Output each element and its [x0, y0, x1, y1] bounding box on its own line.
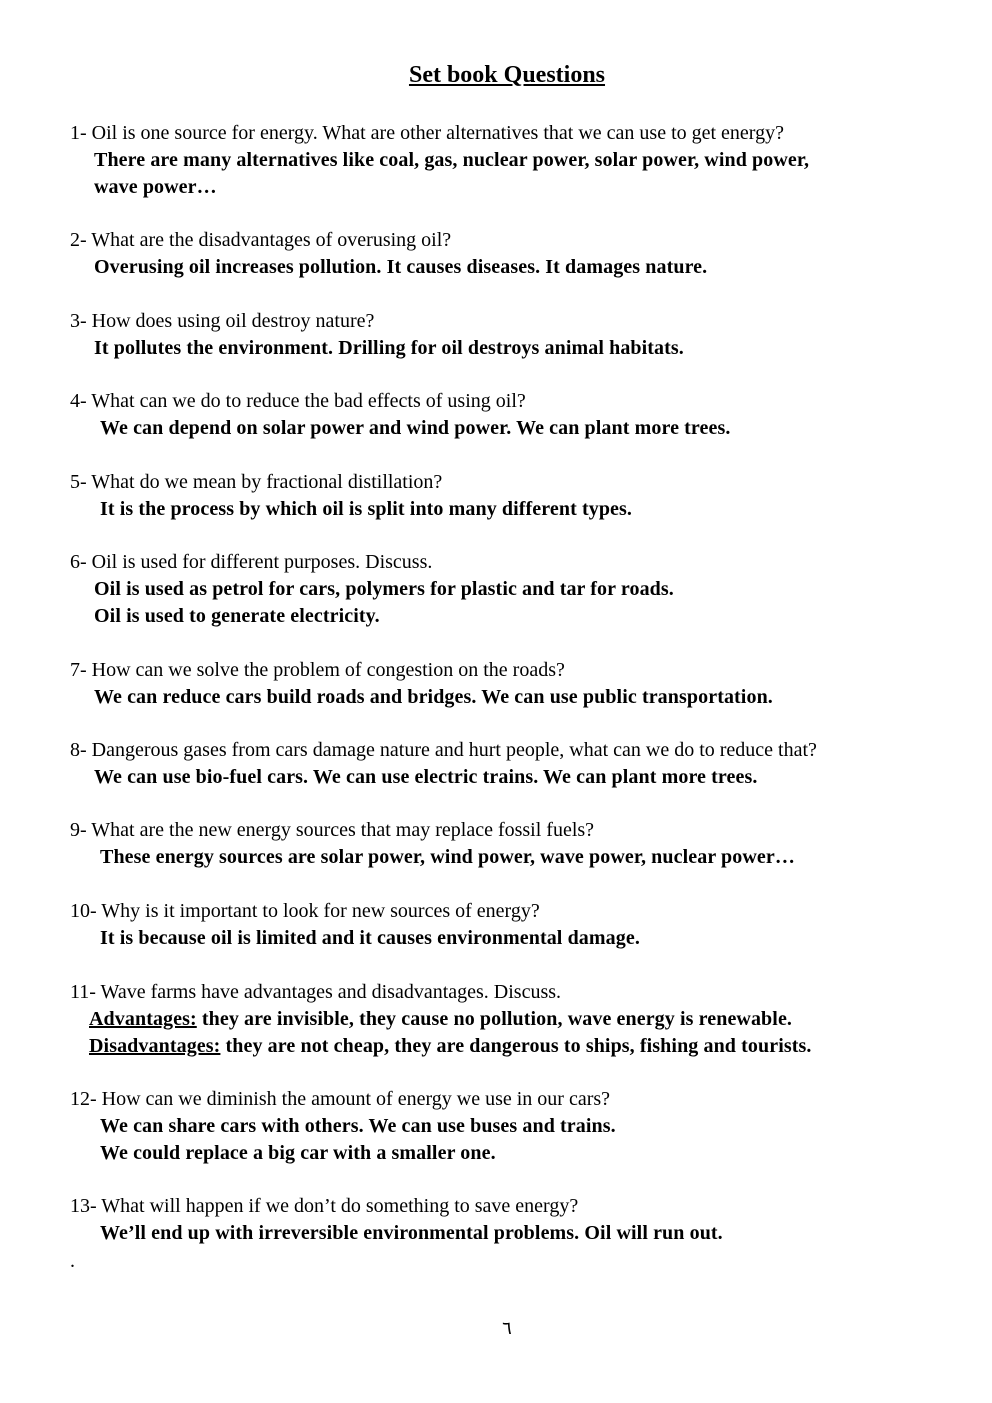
- question-text: 4- What can we do to reduce the bad effects of using oil?: [70, 390, 526, 412]
- question-text: 12- How can we diminish the amount of energy we use in our cars?: [70, 1088, 611, 1110]
- answer-line: We can use bio-fuel cars. We can use electric trains. We can plant more trees.: [94, 766, 758, 788]
- advantages-text: they are invisible, they cause no pollution, wave energy is renewable.: [196, 1008, 793, 1030]
- question-11: [70, 979, 970, 1060]
- trailing-mark: .: [70, 1250, 75, 1272]
- answer-line: Oil is used as petrol for cars, polymers for plastic and tar for roads.: [94, 578, 674, 600]
- question-10: [70, 898, 970, 952]
- answer-line: It is the process by which oil is split into many different types.: [100, 498, 632, 520]
- question-text: 6- Oil is used for different purposes. Discuss.: [70, 551, 433, 573]
- answer-line: We could replace a big car with a smaller one.: [100, 1142, 496, 1164]
- answer-line: These energy sources are solar power, wind power, wave power, nuclear power…: [100, 846, 795, 868]
- answer-line: There are many alternatives like coal, gas, nuclear power, solar power, wind power,: [94, 149, 810, 171]
- answer-line: We’ll end up with irreversible environmental problems. Oil will run out.: [100, 1222, 723, 1244]
- answer-line: Overusing oil increases pollution. It causes diseases. It damages nature.: [94, 256, 708, 278]
- question-text: 13- What will happen if we don’t do something to save energy?: [70, 1195, 579, 1217]
- page-number: ٦: [502, 1318, 512, 1338]
- question-7: [70, 657, 970, 711]
- question-4: [70, 388, 970, 442]
- question-text: 2- What are the disadvantages of overusing oil?: [70, 229, 452, 251]
- question-3: [70, 308, 970, 362]
- question-text: 7- How can we solve the problem of congestion on the roads?: [70, 659, 565, 681]
- answer-line: Oil is used to generate electricity.: [94, 605, 380, 627]
- advantages-line: [70, 1006, 970, 1033]
- question-1: [70, 120, 970, 201]
- question-text: 5- What do we mean by fractional distillation?: [70, 471, 443, 493]
- question-13: [70, 1193, 970, 1247]
- answer-line: It pollutes the environment. Drilling for oil destroys animal habitats.: [94, 337, 684, 359]
- question-text: 11- Wave farms have advantages and disadvantages. Discuss.: [70, 981, 562, 1003]
- disadvantages-line: [70, 1033, 970, 1060]
- question-text: 9- What are the new energy sources that may replace fossil fuels?: [70, 819, 595, 841]
- answer-line: We can depend on solar power and wind power. We can plant more trees.: [100, 417, 731, 439]
- question-8: [70, 737, 970, 791]
- question-9: [70, 817, 970, 871]
- question-text: 10- Why is it important to look for new sources of energy?: [70, 900, 540, 922]
- question-12: [70, 1086, 970, 1167]
- question-2: [70, 227, 970, 281]
- answer-line: wave power…: [94, 176, 217, 198]
- answer-line: We can reduce cars build roads and bridges. We can use public transportation.: [94, 686, 773, 708]
- page-title: Set book Questions: [408, 62, 606, 88]
- answer-line: It is because oil is limited and it causes environmental damage.: [100, 927, 640, 949]
- question-6: [70, 549, 970, 630]
- disadvantages-text: they are not cheap, they are dangerous to ships, fishing and tourists.: [220, 1035, 812, 1057]
- question-text: 3- How does using oil destroy nature?: [70, 310, 375, 332]
- question-text: 1- Oil is one source for energy. What are other alternatives that we can use to get energy?: [70, 122, 784, 144]
- answer-line: We can share cars with others. We can use buses and trains.: [100, 1115, 616, 1137]
- question-text: 8- Dangerous gases from cars damage nature and hurt people, what can we do to reduce that?: [70, 739, 817, 761]
- question-5: [70, 469, 970, 523]
- advantages-label: Advantages:: [89, 1008, 197, 1030]
- disadvantages-label: Disadvantages:: [89, 1035, 221, 1057]
